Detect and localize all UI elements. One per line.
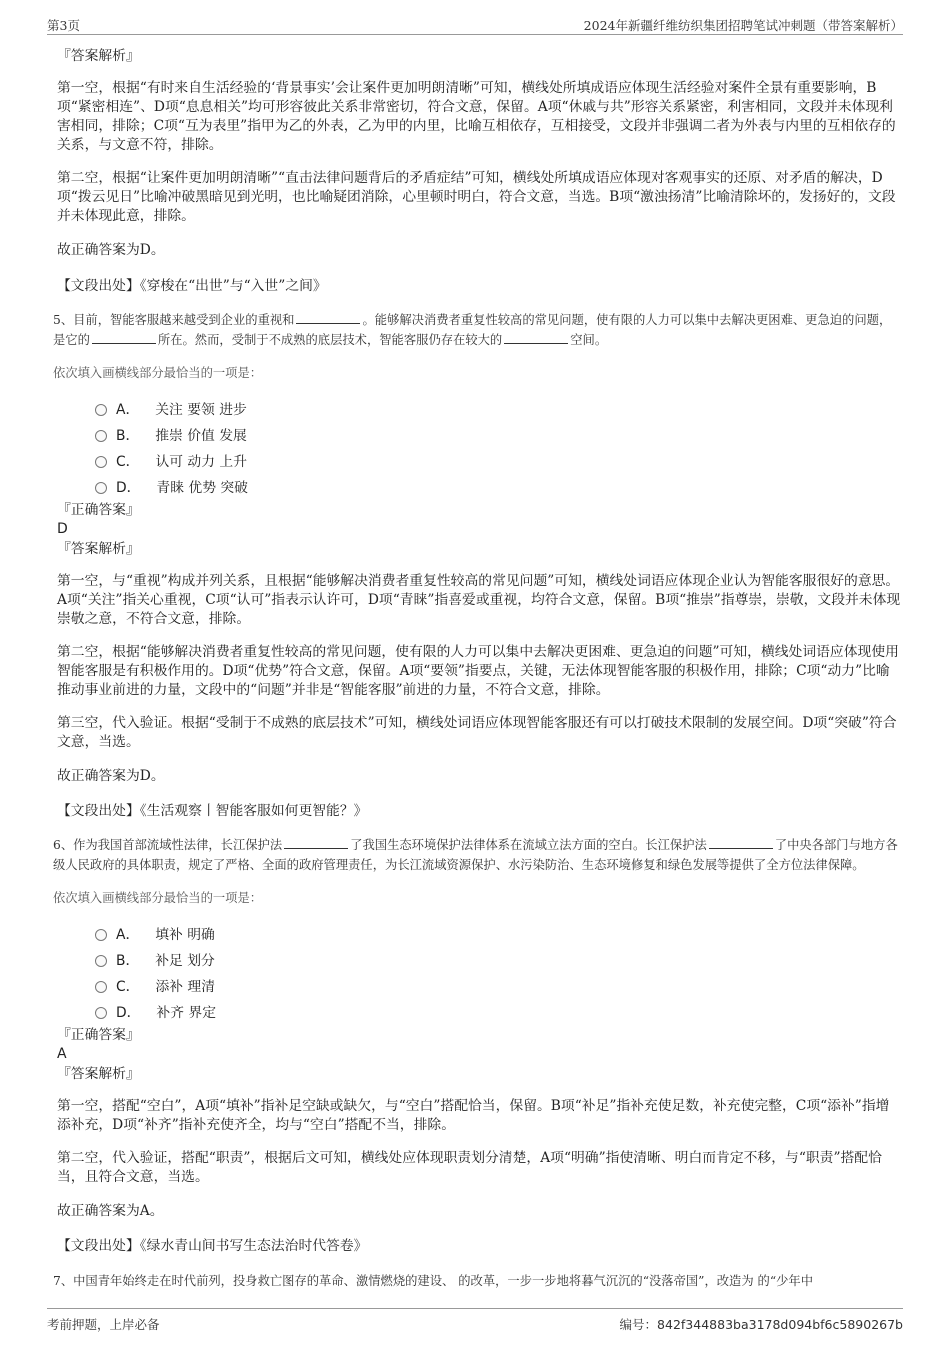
- q6-analysis-p2: 第二空，代入验证，搭配“职责”，根据后文可知，横线处应体现职责划分清楚，A项“明确”指使清晰、明白而肯定不移，与“职责”搭配恰当，且符合文意，当选。: [57, 1149, 882, 1185]
- footer-slogan: 考前押题，上岸必备: [47, 1317, 160, 1332]
- radio-icon[interactable]: [95, 482, 107, 494]
- radio-icon[interactable]: [95, 456, 107, 468]
- option-a[interactable]: A． 关注 要领 进步: [95, 395, 903, 421]
- q5-analysis-p2: 第二空，根据“能够解决消费者重复性较高的常见问题，使有限的人力可以集中去解决更困难、更急迫的问题”可知，横线处词语应体现使用智能客服是有积极作用的。D项“优势”符合文意，保留。A项“要领”指要点，关键，无法体现智能客服的积极作用，排除；C项“动力”比喻推动事业前进的力量，文段中的“问题”并非是“智能客服”前进的力量，不符合文意，排除。: [57, 643, 899, 698]
- q5-source: 【文段出处】《生活观察丨智能客服如何更智能？》: [57, 802, 368, 819]
- q5-correct-answer: D: [57, 520, 68, 537]
- q5-conclusion: 故正确答案为D。: [57, 767, 165, 784]
- q4-analysis-p2: 第二空，根据“让案件更加明朗清晰”“直击法律问题背后的矛盾症结”可知，横线处所填成语应体现对客观事实的还原、对矛盾的解决，D项“拨云见日”比喻冲破黑暗见到光明，也比喻疑团消除，心里顿时明白，符合文意，当选。B项“激浊扬清”比喻清除坏的，发扬好的，文段并未体现此意，排除。: [57, 170, 896, 224]
- q6-correct-answer: A: [57, 1045, 67, 1062]
- blank-2: [709, 836, 773, 849]
- question-6-stem: 6、作为我国首部流域性法律，长江保护法 了我国生态环境保护法律体系在流域立法方面的空白。长江保护法 了中央各部门与地方各级人民政府的具体职责，规定了严格、全面的政府管理责任，为长江流域资源保护、水污染防治、生态环境修复和绿色发展等提供了全方位法律保障。: [53, 837, 898, 872]
- question-5-prompt: 依次填入画横线部分最恰当的一项是：: [53, 365, 263, 380]
- question-6-options: [95, 920, 903, 1024]
- radio-icon[interactable]: [95, 430, 107, 442]
- option-d[interactable]: D． 青睐 优势 突破: [95, 473, 903, 499]
- q6-correct-heading: 『正确答案』: [57, 1026, 140, 1043]
- q6-analysis-p1: 第一空，搭配“空白”，A项“填补”指补足空缺或缺欠，与“空白”搭配恰当，保留。B项“补足”指补充使足数，补充使完整，C项“添补”指增添补充，D项“补齐”指补充使齐全，均与“空白”搭配不当，排除。: [57, 1097, 890, 1133]
- option-b[interactable]: B． 补足 划分: [95, 946, 903, 972]
- option-b[interactable]: B． 推崇 价值 发展: [95, 421, 903, 447]
- blank-3: [504, 331, 568, 344]
- question-6-prompt: 依次填入画横线部分最恰当的一项是：: [53, 890, 263, 905]
- q4-analysis-p1: 第一空，根据“有时来自生活经验的‘背景事实’会让案件更加明朗清晰”可知，横线处所填成语应体现生活经验对案件全景有重要影响，B项“紧密相连”、D项“息息相关”均可形容彼此关系非常密切，符合文意，保留。A项“休戚与共”形容关系紧密，利害相同，文段并未体现利害相同，排除；C项“互为表里”指甲为乙的外表，乙为甲的内里，比喻互相依存，互相接受，文段并非强调二者为外表与内里的互相依存的关系，与文意不符，排除。: [57, 80, 896, 153]
- question-7-stem: 7、中国青年始终走在时代前列，投身救亡图存的革命、激情燃烧的建设、 的改革，一步一步地将暮气沉沉的“没落帝国”，改造为 的“少年中: [53, 1273, 814, 1288]
- page-footer: [47, 1308, 903, 1331]
- document-title: 2024年新疆纤维纺织集团招聘笔试冲刺题（带答案解析）: [583, 18, 903, 33]
- page-content: [53, 47, 903, 1291]
- option-d[interactable]: D． 补齐 界定: [95, 998, 903, 1024]
- question-5-stem: 5、目前，智能客服越来越受到企业的重视和 。能够解决消费者重复性较高的常见问题，使有限的人力可以集中去解决更困难、更急迫的问题，是它的 所在。然而，受制于不成熟的底层技术，智能客服仍存在较大的 空间。: [53, 312, 892, 347]
- q4-conclusion: 故正确答案为D。: [57, 242, 165, 258]
- radio-icon[interactable]: [95, 955, 107, 967]
- q6-conclusion: 故正确答案为A。: [57, 1202, 164, 1219]
- q6-source: 【文段出处】《绿水青山间书写生态法治时代答卷》: [57, 1237, 368, 1254]
- q5-correct-heading: 『正确答案』: [57, 501, 140, 518]
- radio-icon[interactable]: [95, 404, 107, 416]
- q5-analysis-p1: 第一空，与“重视”构成并列关系，且根据“能够解决消费者重复性较高的常见问题”可知，横线处词语应体现企业认为智能客服很好的意思。A项“关注”指关心重视，C项“认可”指表示认许可，D项“青睐”指喜爱或重视，均符合文意，保留。B项“推崇”指尊崇，崇敬，文段并未体现崇敬之意，不符合文意，排除。: [57, 572, 901, 627]
- question-5-options: [95, 395, 903, 499]
- q5-analysis-p3: 第三空，代入验证。根据“受制于不成熟的底层技术”可知，横线处词语应体现智能客服还有可以打破技术限制的发展空间。D项“突破”符合文意，当选。: [57, 714, 897, 750]
- radio-icon[interactable]: [95, 981, 107, 993]
- blank-2: [92, 331, 156, 344]
- document-id: 编号：842f344883ba3178d094bf6c5890267b: [619, 1317, 903, 1332]
- option-c[interactable]: C． 认可 动力 上升: [95, 447, 903, 473]
- blank-1: [296, 311, 360, 324]
- radio-icon[interactable]: [95, 1007, 107, 1019]
- radio-icon[interactable]: [95, 929, 107, 941]
- page-number: 第3页: [47, 18, 80, 33]
- q4-source: 【文段出处】《穿梭在“出世”与“入世”之间》: [57, 278, 327, 294]
- blank-1: [284, 836, 348, 849]
- q5-analysis-heading: 『答案解析』: [57, 540, 140, 557]
- page-header: [47, 12, 903, 35]
- option-c[interactable]: C． 添补 理清: [95, 972, 903, 998]
- q6-analysis-heading: 『答案解析』: [57, 1065, 140, 1082]
- option-a[interactable]: A． 填补 明确: [95, 920, 903, 946]
- q4-analysis-heading: 『答案解析』: [57, 48, 140, 64]
